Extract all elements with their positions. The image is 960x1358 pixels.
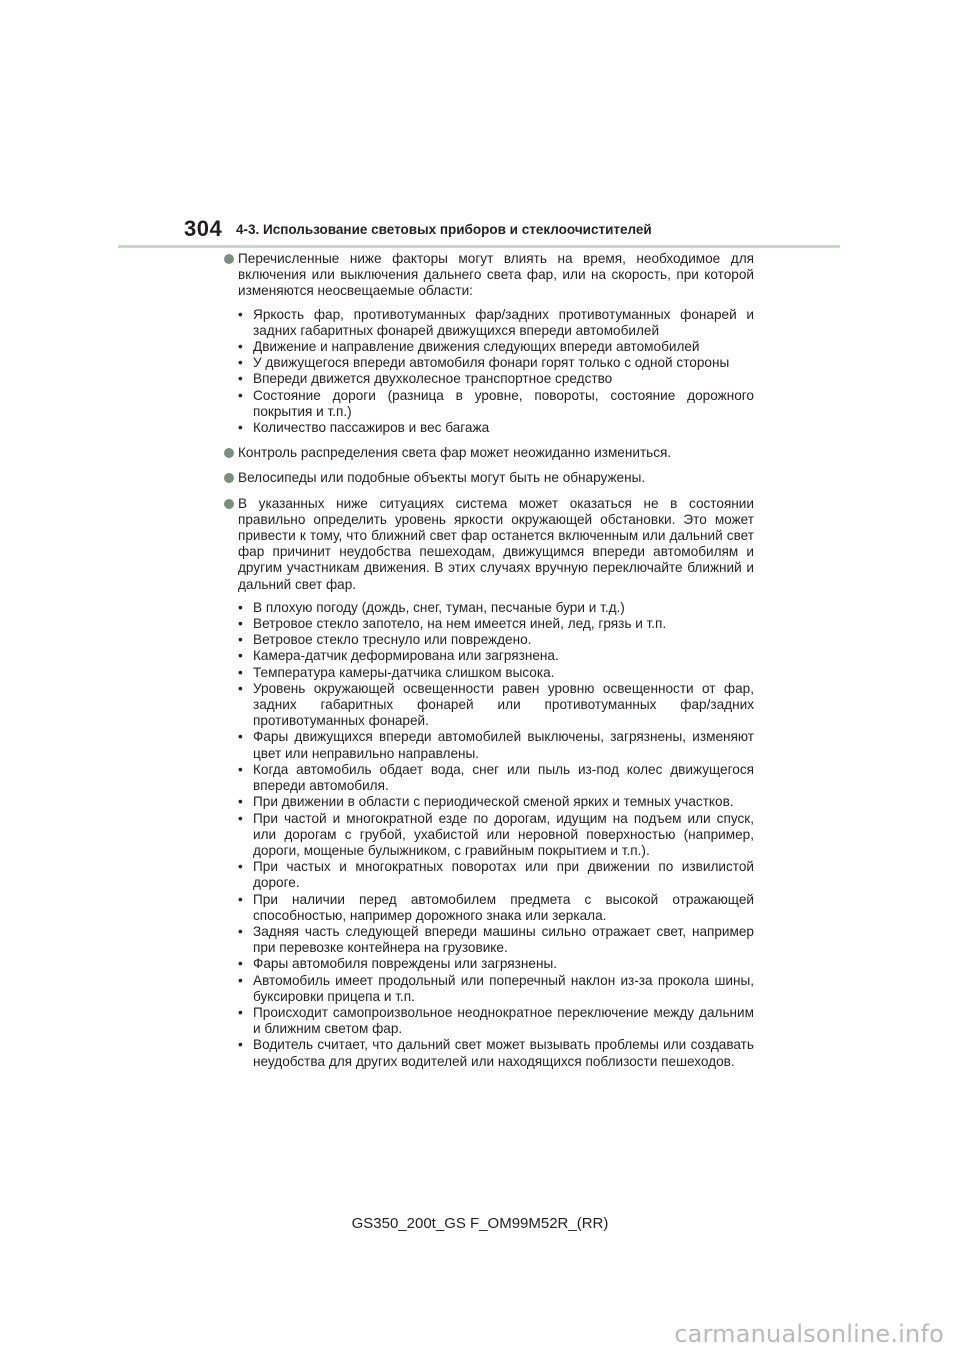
list-item — [238, 388, 754, 420]
paragraph-text: В указанных ниже ситуациях система может оказаться не в состоянии правильно определить уровень яркости окружающей обстановки. Это может привести к тому, что ближний свет фар останется включенным или дальний свет фар причинит неудобства пешеходам, движущимся впереди автомобилям и другим участникам движения. В этих случаях вручную переключайте ближний и дальний свет фар. — [238, 495, 754, 592]
paragraph — [224, 470, 754, 486]
list-item-text: Фары автомобиля повреждены или загрязнены. — [253, 956, 557, 972]
list-item-text: Движение и направление движения следующих впереди автомобилей — [253, 339, 700, 355]
bullet-circle-icon — [224, 473, 234, 483]
list-marker: • — [238, 810, 243, 826]
list-item — [238, 956, 754, 972]
list-item-text: Яркость фар, противотуманных фар/задних противотуманных фонарей и задних габаритных фонарей движущихся впереди автомобилей — [253, 306, 754, 338]
list-marker: • — [238, 616, 243, 632]
list-item — [238, 892, 754, 924]
list-marker: • — [238, 1037, 243, 1053]
list-marker: • — [238, 371, 243, 387]
list-marker: • — [238, 648, 243, 664]
list-item — [238, 600, 754, 616]
list-marker: • — [238, 972, 243, 988]
list-marker: • — [238, 632, 243, 648]
footer-doc-code: GS350_200t_GS F_OM99M52R_(RR) — [351, 1215, 609, 1232]
paragraph — [224, 445, 754, 461]
list-marker: • — [238, 859, 243, 875]
bullet-circle-icon — [224, 499, 234, 509]
list-marker: • — [238, 891, 243, 907]
paragraph-text: Контроль распределения света фар может неожиданно измениться. — [238, 445, 672, 461]
list-marker: • — [238, 680, 243, 696]
list-marker: • — [238, 355, 243, 371]
list-item — [238, 632, 754, 648]
list-item — [238, 648, 754, 664]
list-marker: • — [238, 664, 243, 680]
list-item-text: Состояние дороги (разница в уровне, повороты, состояние дорожного покрытия и т.п.) — [253, 387, 754, 419]
list-item — [238, 1037, 754, 1069]
list-item-text: При частых и многократных поворотах или при движении по извилистой дороге. — [253, 859, 754, 891]
list-marker: • — [238, 420, 243, 436]
list-item-text: Ветровое стекло запотело, на нем имеется иней, лед, грязь и т.п. — [253, 616, 667, 632]
list-item-text: При частой и многократной езде по дорогам, идущим на подъем или спуск, или дорогам с грубой, ухабистой или неровной поверхностью (например, дороги, мощеные булыжником, с гравийным покрытием и т.п.). — [253, 810, 754, 858]
list-item-text: Автомобиль имеет продольный или поперечный наклон из-за прокола шины, буксировки прицепа и т.п. — [253, 972, 754, 1004]
list-item — [238, 371, 754, 387]
list-item — [238, 1005, 754, 1037]
main-content — [224, 251, 754, 1079]
list-item — [238, 924, 754, 956]
list-item — [238, 794, 754, 810]
paragraph — [224, 251, 754, 300]
paragraph-text: Велосипеды или подобные объекты могут быть не обнаружены. — [238, 470, 646, 486]
list-item-text: Фары движущихся впереди автомобилей выключены, загрязнены, изменяют цвет или неправильно направлены. — [253, 729, 754, 761]
list-item — [238, 339, 754, 355]
list-item — [238, 762, 754, 794]
list-item — [238, 307, 754, 339]
page-number: 304 — [184, 216, 223, 241]
list-item-text: Водитель считает, что дальний свет может вызывать проблемы или создавать неудобства для других водителей или находящихся поблизости пешеходов. — [253, 1037, 754, 1069]
list-marker: • — [238, 599, 243, 615]
paragraph-text: Перечисленные ниже факторы могут влиять на время, необходимое для включения или выключения дальнего света фар, или на скорость, при которой изменяются неосвещаемые области: — [238, 251, 754, 299]
list-marker: • — [238, 956, 243, 972]
list-marker: • — [238, 339, 243, 355]
bullet-list — [224, 600, 754, 1070]
list-item-text: Происходит самопроизвольное неоднократное переключение между дальним и ближним светом фар. — [253, 1004, 754, 1037]
list-item-text: Камера-датчик деформирована или загрязнена. — [253, 648, 559, 664]
list-marker: • — [238, 729, 243, 745]
bullet-list — [224, 307, 754, 437]
list-item — [238, 681, 754, 730]
list-item-text: Когда автомобиль обдает вода, снег или пыль из-под колес движущегося впереди автомобиля. — [253, 761, 754, 794]
section-title: 4-3. Использование световых приборов и стеклоочистителей — [236, 222, 652, 237]
list-item — [238, 859, 754, 891]
list-marker: • — [238, 794, 243, 810]
list-item-text: Задняя часть следующей впереди машины сильно отражает свет, например при перевозке контейнера на грузовике. — [253, 923, 754, 956]
list-marker: • — [238, 761, 243, 777]
list-item-text: При движении в области с периодической сменой ярких и темных участков. — [253, 794, 734, 810]
list-item-text: При наличии перед автомобилем предмета с высокой отражающей способностью, например дорожного знака или зеркала. — [253, 891, 754, 923]
list-marker: • — [238, 923, 243, 939]
list-item-text: Ветровое стекло треснуло или повреждено. — [253, 632, 532, 648]
list-marker: • — [238, 306, 243, 322]
list-item — [238, 811, 754, 860]
list-marker: • — [238, 387, 243, 403]
list-item — [238, 665, 754, 681]
list-item — [238, 355, 754, 371]
watermark: carmanualsonline.info — [674, 1320, 944, 1348]
list-item-text: Количество пассажиров и вес багажа — [253, 420, 490, 436]
list-item-text: У движущегося впереди автомобиля фонари горят только с одной стороны — [253, 355, 730, 371]
list-item-text: В плохую погоду (дождь, снег, туман, песчаные бури и т.д.) — [253, 599, 625, 615]
list-item — [238, 420, 754, 436]
bullet-circle-icon — [224, 254, 234, 264]
paragraph — [224, 496, 754, 593]
list-item-text: Уровень окружающей освещенности равен уровню освещенности от фар, задних габаритных фонарей или противотуманных фар/задних противотуманных фонарей. — [253, 680, 754, 729]
list-item-text: Впереди движется двухколесное транспортное средство — [253, 371, 613, 387]
header-divider — [118, 245, 840, 248]
list-marker: • — [238, 1004, 243, 1020]
list-item — [238, 973, 754, 1005]
bullet-circle-icon — [224, 448, 234, 458]
list-item — [238, 729, 754, 761]
list-item — [238, 616, 754, 632]
list-item-text: Температура камеры-датчика слишком высока. — [253, 664, 555, 680]
